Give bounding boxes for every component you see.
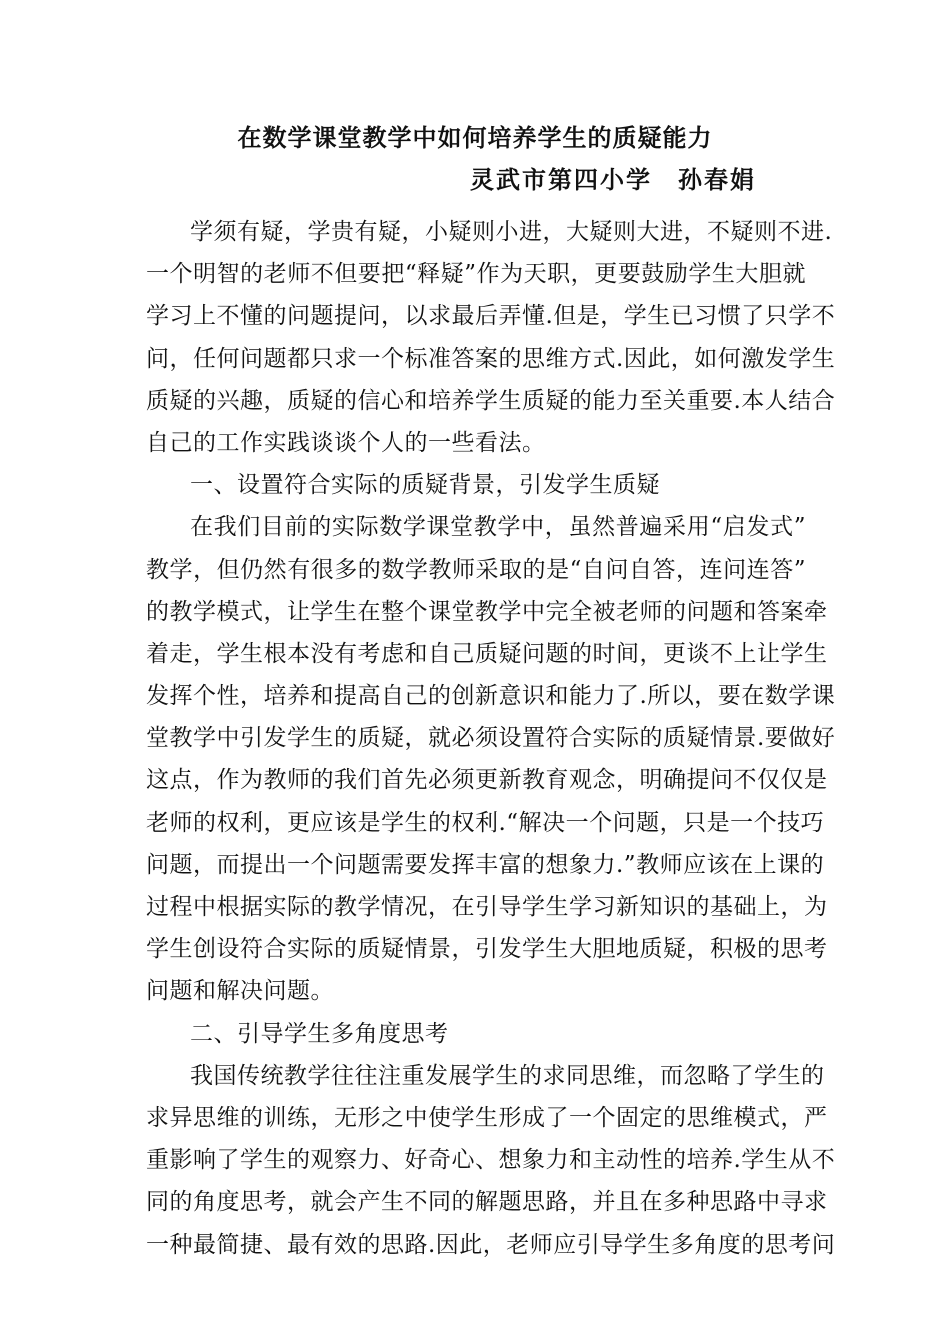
text-line: 学习上不懂的问题提问，以求最后弄懂.但是，学生已习惯了只学不 (146, 303, 836, 330)
text-line: 这点，作为教师的我们首先必须更新教育观念，明确提问不仅仅是 (146, 767, 828, 794)
text-line: 自己的工作实践谈谈个人的一些看法。 (146, 429, 546, 456)
text-line: 老师的权利，更应该是学生的权利.“解决一个问题，只是一个技巧 (146, 809, 825, 836)
text-line: 我国传统教学往往注重发展学生的求同思维，而忽略了学生的 (190, 1062, 825, 1089)
section-heading-1: 一、设置符合实际的质疑背景，引发学生质疑 (190, 472, 660, 499)
text-line: 发挥个性，培养和提高自己的创新意识和能力了.所以，要在数学课 (146, 683, 836, 710)
text-line: 学生创设符合实际的质疑情景，引发学生大胆地质疑，积极的思考 (146, 936, 828, 963)
text-line: 问，任何问题都只求一个标准答案的思维方式.因此，如何激发学生 (146, 345, 836, 372)
text-line: 学须有疑，学贵有疑，小疑则小进，大疑则大进，不疑则不进. (190, 219, 833, 245)
text-line: 求异思维的训练，无形之中使学生形成了一个固定的思维模式，严 (146, 1104, 828, 1131)
text-line: 同的角度思考，就会产生不同的解题思路，并且在多种思路中寻求 (146, 1189, 828, 1216)
text-line: 问题和解决问题。 (146, 978, 334, 1005)
text-line: 教学，但仍然有很多的数学教师采取的是“自问自答，连问连答” (146, 556, 806, 583)
text-line: 着走，学生根本没有考虑和自己质疑问题的时间，更谈不上让学生 (146, 640, 828, 667)
text-line: 一个明智的老师不但要把“释疑”作为天职，更要鼓励学生大胆就 (146, 261, 806, 288)
document-title: 在数学课堂教学中如何培养学生的质疑能力 (237, 123, 713, 152)
text-line: 在我们目前的实际数学课堂教学中，虽然普遍采用“启发式” (190, 514, 806, 541)
text-line: 问题，而提出一个问题需要发挥丰富的想象力.”教师应该在上课的 (146, 851, 825, 878)
text-line: 重影响了学生的观察力、好奇心、想象力和主动性的培养.学生从不 (146, 1147, 836, 1174)
author-line: 灵武市第四小学 孙春娟 (470, 165, 756, 194)
text-line: 堂教学中引发学生的质疑，就必须设置符合实际的质疑情景.要做好 (146, 725, 836, 752)
text-line: 质疑的兴趣，质疑的信心和培养学生质疑的能力至关重要.本人结合 (146, 387, 836, 414)
text-line: 一种最简捷、最有效的思路.因此，老师应引导学生多角度的思考问 (146, 1231, 836, 1258)
text-line: 的教学模式，让学生在整个课堂教学中完全被老师的问题和答案牵 (146, 598, 828, 625)
text-line: 过程中根据实际的教学情况，在引导学生学习新知识的基础上，为 (146, 894, 828, 920)
document-body (146, 211, 836, 1266)
section-heading-2: 二、引导学生多角度思考 (190, 1020, 449, 1047)
